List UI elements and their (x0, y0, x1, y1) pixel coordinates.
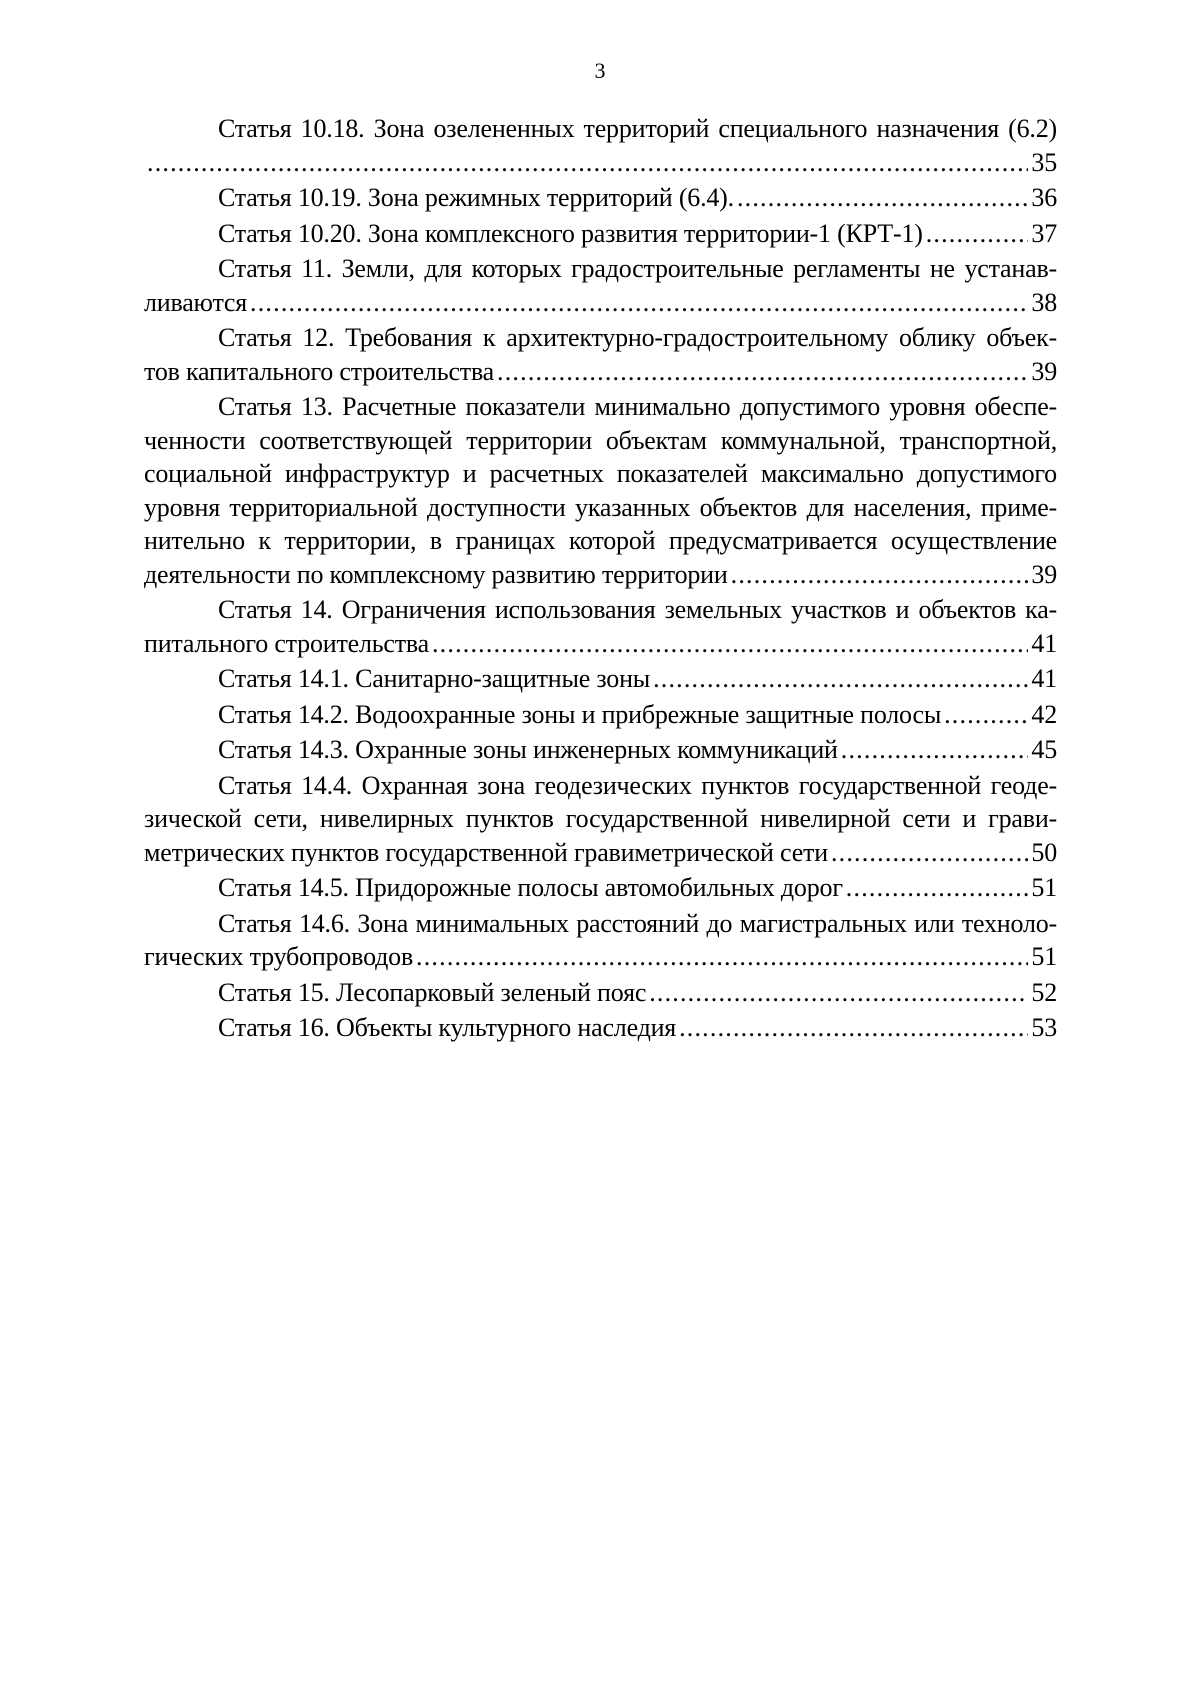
toc-page-number: 37 (1031, 218, 1057, 248)
toc-entry-line (144, 733, 1057, 767)
toc-entry-line (144, 1011, 1057, 1045)
toc-entry-title-tail: Статья 10.20. Зона комплексного развития территории-1 (КРТ-1) (218, 218, 923, 248)
dot-leader (432, 627, 1028, 661)
toc-page-number: 51 (1031, 873, 1057, 902)
toc-entry-line (144, 181, 1057, 215)
toc-entry-title: Статья 14. Ограничения использования земельных участков и объектов ка- (218, 595, 1057, 624)
toc-entry-title: Статья 10.18. Зона озелененных территорий специального назначения (6.2) (218, 114, 1057, 143)
toc-entry-title: Статья 12. Требования к архитектурно-градостроительному облику объек- (218, 323, 1057, 352)
toc-entry[interactable] (144, 733, 1057, 767)
toc-entry-title-tail: Статья 16. Объекты культурного наследия (218, 1013, 677, 1042)
toc-entry[interactable] (144, 390, 1057, 591)
dot-leader (831, 836, 1028, 870)
toc-entry[interactable] (144, 593, 1057, 660)
toc-entry[interactable] (144, 698, 1057, 732)
toc-entry-title-tail: деятельности по комплексному развитию территории (144, 559, 728, 589)
toc-page-number: 38 (1031, 287, 1057, 317)
toc-entry-title: Статья 14.4. Охранная зона геодезических пунктов государственной геоде- зической сети, нивелирных пунктов государственной нивелирной сети и грави- (144, 770, 1057, 833)
toc-page-number: 45 (1031, 735, 1057, 764)
toc-page-number: 52 (1031, 977, 1057, 1007)
toc-entry-line (144, 217, 1057, 251)
toc-entry[interactable] (144, 662, 1057, 696)
toc-entry[interactable] (144, 181, 1057, 215)
toc-entry[interactable] (144, 112, 1057, 179)
toc-entry[interactable] (144, 217, 1057, 251)
toc-page-number: 53 (1031, 1013, 1057, 1042)
toc-entry-title-tail: Статья 14.5. Придорожные полосы автомобильных дорог (218, 873, 843, 902)
dot-leader (147, 146, 1028, 180)
toc-entry[interactable] (144, 769, 1057, 870)
toc-page-number: 50 (1031, 837, 1057, 867)
toc-entry-line (144, 146, 1057, 180)
toc-page-number: 41 (1031, 664, 1057, 693)
dot-leader (731, 558, 1029, 592)
dot-leader (416, 940, 1028, 974)
toc-entry[interactable] (144, 871, 1057, 905)
page-number: 3 (594, 58, 606, 83)
toc-entry-line (144, 836, 1057, 870)
dot-leader (250, 286, 1028, 320)
toc-entry-title: Статья 13. Расчетные показатели минимально допустимого уровня обеспе- ченности соответствующей территории объектам коммунальной, транспортной, социальной инфраструктур и расчетных показателей максимально допустимого уровня территориальной доступности указанных объектов для населения, приме- нительно к территории, в границах которой предусматривается осуществление (144, 392, 1057, 555)
toc-entry-title-tail: Статья 14.1. Санитарно-защитные зоны (218, 664, 651, 693)
dot-leader (497, 355, 1028, 389)
toc-entry-line (144, 355, 1057, 389)
toc-entry-title-tail: Статья 14.3. Охранные зоны инженерных коммуникаций (218, 735, 838, 764)
toc-entry[interactable] (144, 1011, 1057, 1045)
toc-entry-line (144, 976, 1057, 1010)
toc-entry-line (144, 286, 1057, 320)
table-of-contents (144, 112, 1057, 1045)
toc-entry-title-tail: Статья 14.2. Водоохранные зоны и прибрежные защитные полосы (218, 699, 942, 729)
toc-entry-title-tail: Статья 10.19. Зона режимных территорий (6.4). (218, 183, 734, 212)
toc-entry-line (144, 558, 1057, 592)
toc-entry[interactable] (144, 321, 1057, 388)
toc-page-number: 39 (1031, 356, 1057, 386)
toc-page-number: 36 (1031, 183, 1057, 212)
toc-entry-title: Статья 14.6. Зона минимальных расстояний до магистральных или техноло- (218, 908, 1057, 938)
toc-entry-line (144, 627, 1057, 661)
dot-leader (846, 871, 1029, 905)
dot-leader (737, 181, 1028, 215)
dot-leader (944, 698, 1028, 732)
dot-leader (679, 1011, 1028, 1045)
toc-entry-title-tail: гических трубопроводов (144, 942, 414, 971)
toc-entry-title-tail: метрических пунктов государственной гравиметрической сети (144, 837, 828, 867)
toc-entry[interactable] (144, 976, 1057, 1010)
toc-page-number: 35 (1031, 147, 1057, 177)
toc-entry-line (144, 662, 1057, 696)
dot-leader (841, 733, 1029, 767)
dot-leader (653, 662, 1028, 696)
toc-entry-line (144, 871, 1057, 905)
toc-entry-line (144, 698, 1057, 732)
toc-entry-title-tail: питального строительства (144, 628, 429, 658)
toc-entry-title-tail: тов капитального строительства (144, 356, 495, 386)
toc-entry[interactable] (144, 252, 1057, 319)
toc-page-number: 51 (1031, 942, 1057, 971)
toc-entry-title-tail: Статья 15. Лесопарковый зеленый пояс (218, 977, 647, 1007)
toc-page-number: 39 (1031, 559, 1057, 589)
toc-page-number: 41 (1031, 628, 1057, 658)
dot-leader (926, 217, 1029, 251)
toc-page-number: 42 (1031, 699, 1057, 729)
toc-entry[interactable] (144, 907, 1057, 974)
toc-entry-title-tail: ливаются (144, 287, 248, 317)
toc-entry-line (144, 940, 1057, 974)
toc-entry-title: Статья 11. Земли, для которых градостроительные регламенты не устанав- (218, 254, 1057, 283)
dot-leader (649, 976, 1028, 1010)
